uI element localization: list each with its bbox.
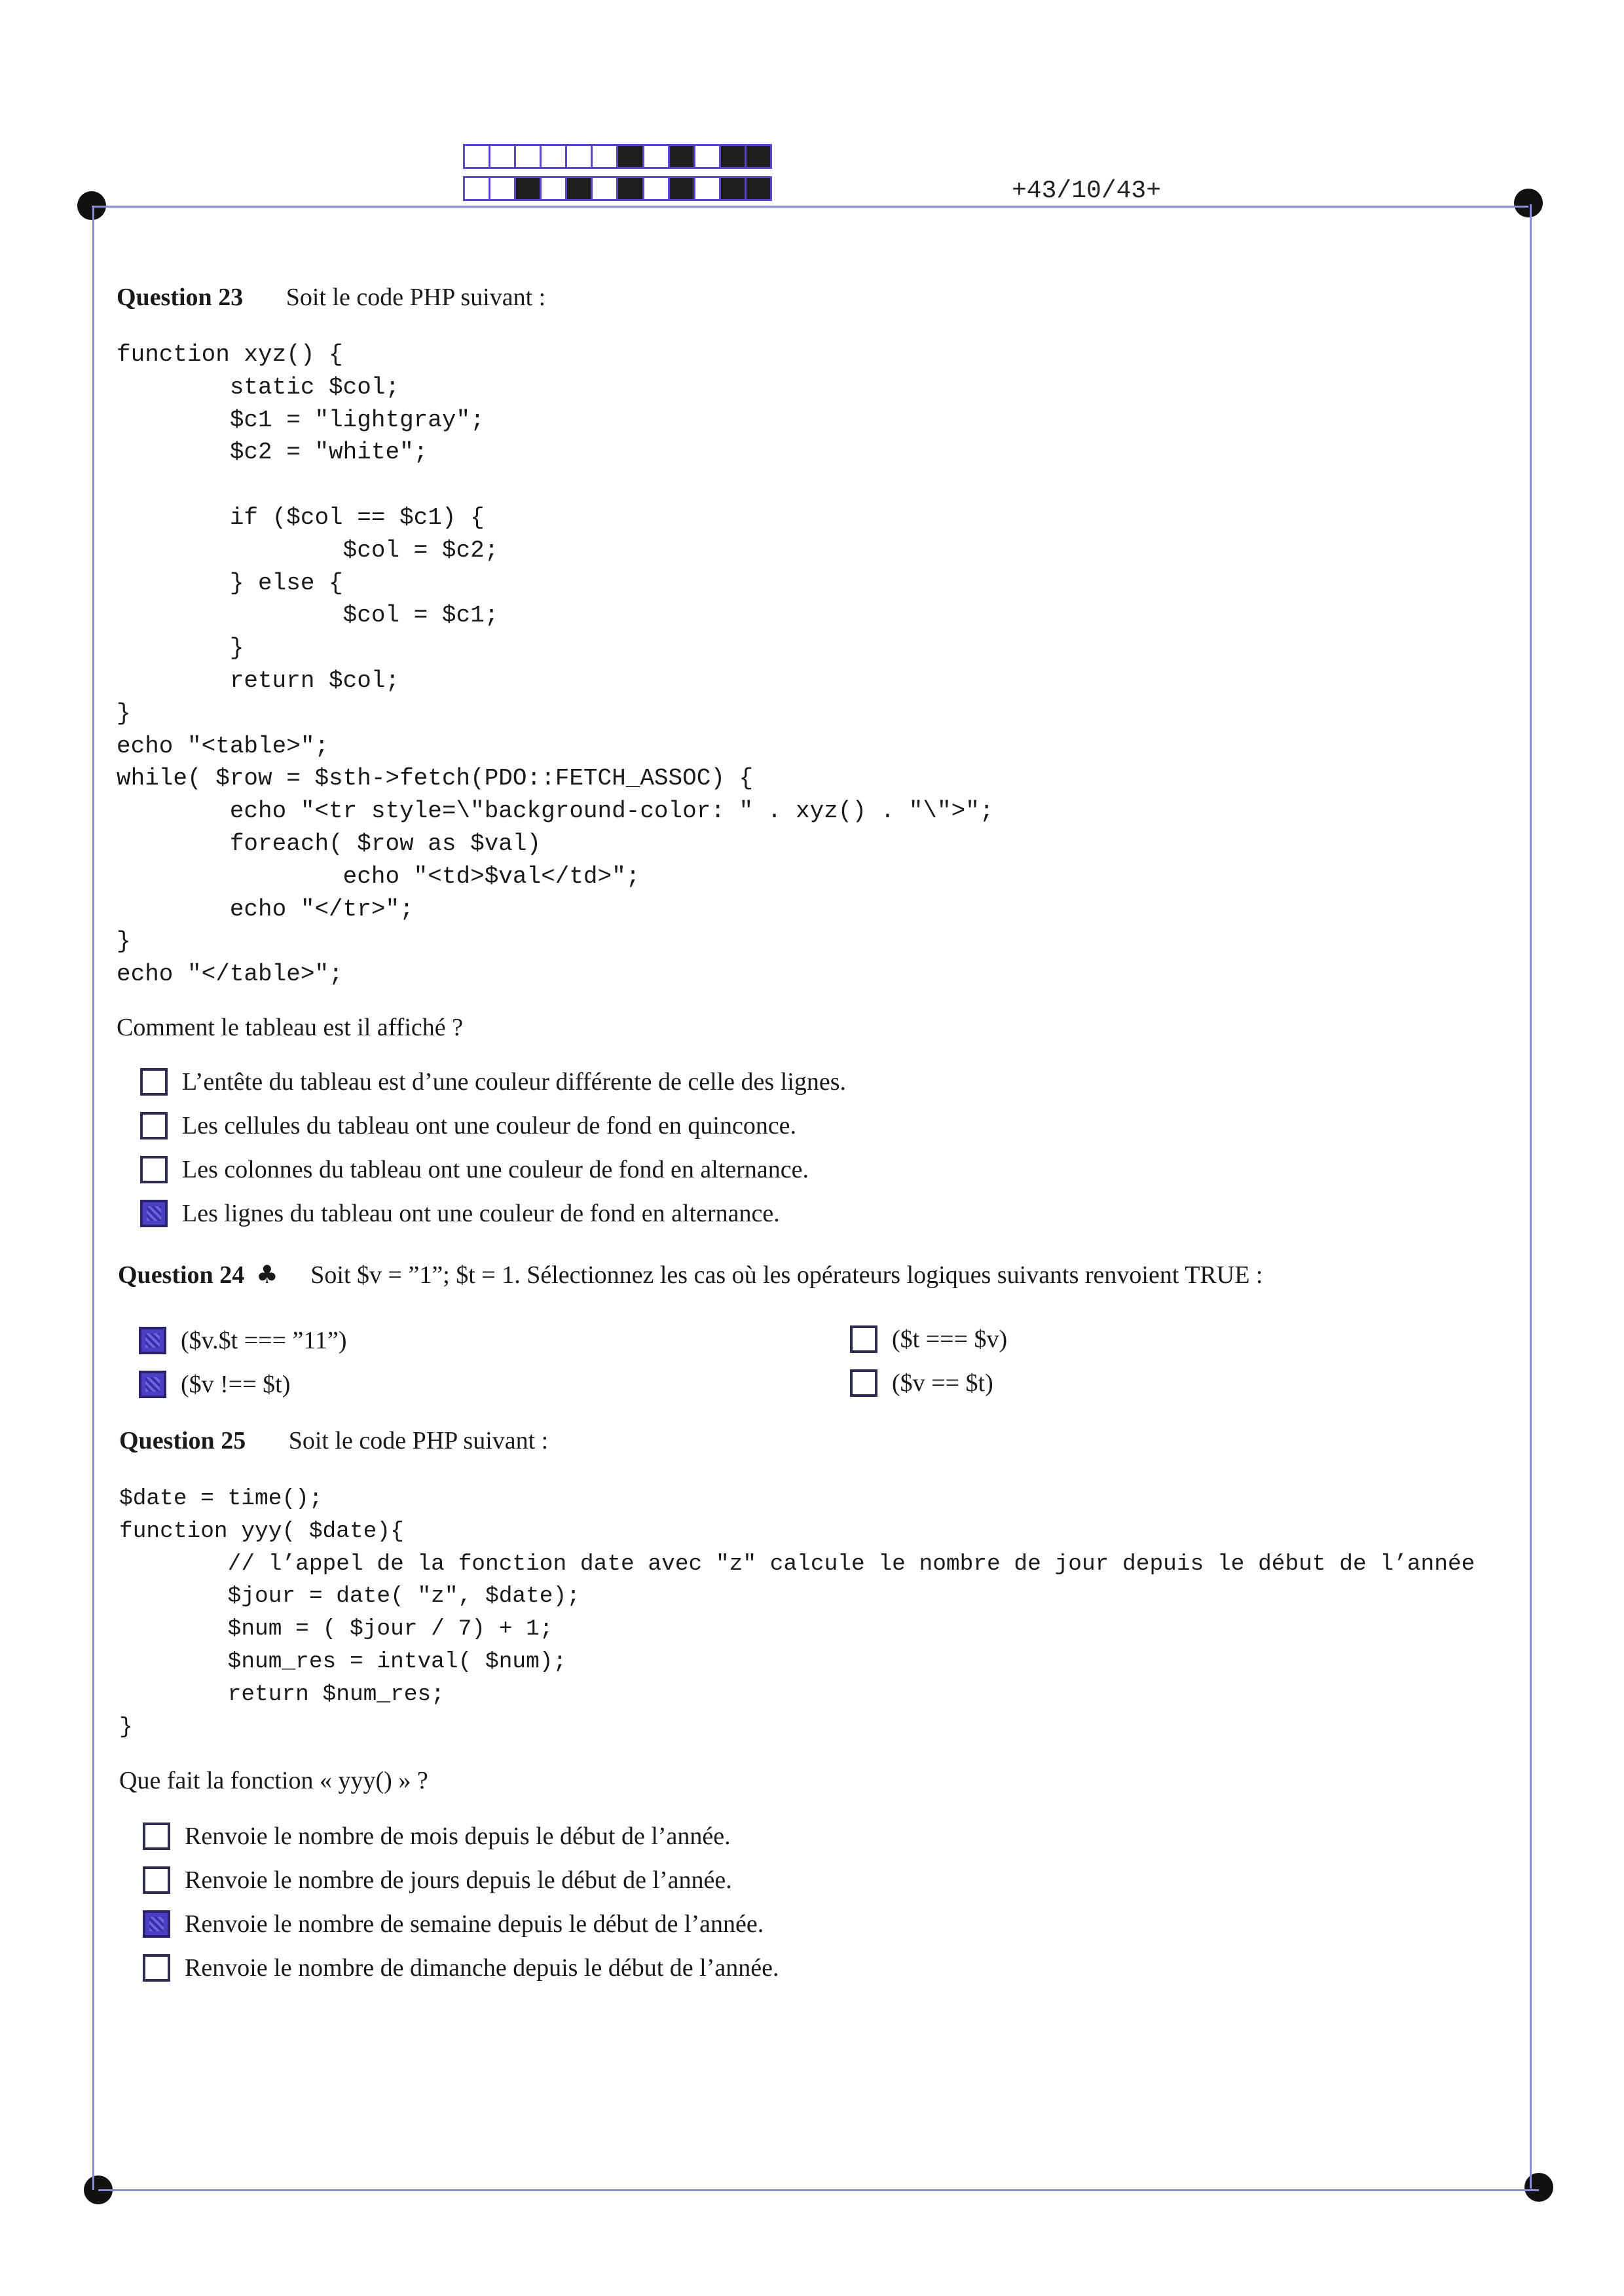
q25-header <box>119 1426 548 1455</box>
q23-option-3[interactable] <box>140 1155 809 1184</box>
q24-option-2[interactable] <box>139 1370 290 1399</box>
q23-header <box>117 283 545 312</box>
q25-option-1[interactable] <box>143 1822 731 1851</box>
frame-right <box>1530 204 1532 2189</box>
q23-option-1-checkbox[interactable] <box>140 1068 168 1096</box>
q24-option-4[interactable] <box>850 1369 993 1398</box>
q25-option-3[interactable] <box>143 1910 764 1938</box>
barcode-cell <box>721 178 747 199</box>
q24-option-4-label: ($v == $t) <box>892 1369 993 1397</box>
q25-option-1-checkbox[interactable] <box>143 1823 170 1850</box>
q23-option-3-label: Les colonnes du tableau ont une couleur de fond en alternance. <box>182 1156 809 1183</box>
barcode-cell <box>490 146 516 167</box>
q25-option-2[interactable] <box>143 1866 732 1895</box>
barcode-cell <box>516 178 542 199</box>
q24-option-3[interactable] <box>850 1325 1007 1354</box>
q25-code: $date = time(); function yyy( $date){ // l’appel de la fonction date avec "z" calcule le nombre de jour depuis le début de l’année $jour = date( "z", $date); $num = ( $jour / 7) + 1; $num_res = intval( $num); return $num_res; } <box>119 1486 1475 1740</box>
q24-option-2-checkbox[interactable] <box>139 1371 166 1398</box>
q25-option-2-label: Renvoie le nombre de jours depuis le début de l’année. <box>185 1866 732 1894</box>
q23-title: Question 23 <box>117 284 244 311</box>
q25-option-4[interactable] <box>143 1953 779 1982</box>
frame-top <box>92 206 1528 208</box>
barcode-cell <box>644 178 670 199</box>
barcode-cell <box>542 178 567 199</box>
q23-option-1-label: L’entête du tableau est d’une couleur différente de celle des lignes. <box>182 1068 846 1096</box>
barcode-cell <box>593 146 618 167</box>
q25-option-1-label: Renvoie le nombre de mois depuis le début de l’année. <box>185 1823 731 1850</box>
q25-title: Question 25 <box>119 1427 246 1454</box>
barcode-cell <box>721 146 747 167</box>
barcode-cell <box>490 178 516 199</box>
barcode-cell <box>747 178 770 199</box>
corner-mark-top-right <box>1514 189 1543 217</box>
barcode-cell <box>618 178 644 199</box>
barcode-cell <box>567 178 593 199</box>
q24-text: Soit $v = ”1”; $t = 1. Sélectionnez les cas où les opérateurs logiques suivants renvoient TRUE : <box>310 1261 1263 1289</box>
barcode-cell <box>670 146 695 167</box>
q25-intro: Soit le code PHP suivant : <box>288 1427 549 1454</box>
q23-option-4[interactable] <box>140 1199 780 1228</box>
barcode-row-2 <box>463 176 772 201</box>
q25-option-4-checkbox[interactable] <box>143 1954 170 1982</box>
barcode-row-1 <box>463 144 772 169</box>
barcode-cell <box>542 146 567 167</box>
q23-option-3-checkbox[interactable] <box>140 1156 168 1183</box>
barcode-cell <box>465 178 490 199</box>
q25-option-4-label: Renvoie le nombre de dimanche depuis le début de l’année. <box>185 1954 779 1982</box>
club-icon: ♣ <box>255 1260 278 1289</box>
q24-option-1[interactable] <box>139 1326 347 1355</box>
q23-intro: Soit le code PHP suivant : <box>286 284 546 311</box>
q24-option-3-checkbox[interactable] <box>850 1325 877 1353</box>
q23-option-1[interactable] <box>140 1067 846 1096</box>
barcode-cell <box>695 178 721 199</box>
q23-option-2-label: Les cellules du tableau ont une couleur de fond en quinconce. <box>182 1112 797 1139</box>
q24-option-2-label: ($v !== $t) <box>181 1371 291 1398</box>
q24-option-1-checkbox[interactable] <box>139 1327 166 1354</box>
frame-bottom <box>98 2189 1539 2191</box>
barcode-cell <box>644 146 670 167</box>
q23-option-2[interactable] <box>140 1111 796 1140</box>
q25-option-2-checkbox[interactable] <box>143 1866 170 1894</box>
barcode-cell <box>516 146 542 167</box>
q24-option-3-label: ($t === $v) <box>892 1325 1008 1353</box>
barcode-cell <box>695 146 721 167</box>
sheet-id: +43/10/43+ <box>1012 177 1162 205</box>
barcode-cell <box>747 146 770 167</box>
q25-option-3-checkbox[interactable] <box>143 1910 170 1938</box>
barcode-cell <box>593 178 618 199</box>
q23-option-4-checkbox[interactable] <box>140 1200 168 1227</box>
q23-code: function xyz() { static $col; $c1 = "lightgray"; $c2 = "white"; if ($col == $c1) { $col = $c2; } else { $col = $c1; } return $col; } echo "<table>"; while( $row = $sth->fetch(PDO::FETCH_ASSOC) { echo "<tr style=\"background-color: " . xyz() . "\">"; foreach( $row as $val) echo "<td>$val</td>"; echo "</tr>"; } echo "</table>"; <box>117 341 994 988</box>
q23-question: Comment le tableau est il affiché ? <box>117 1014 463 1041</box>
q24-header <box>118 1260 1263 1289</box>
frame-left <box>92 206 94 2190</box>
q24-option-1-label: ($v.$t === ”11”) <box>181 1327 347 1354</box>
q25-question: Que fait la fonction « yyy() » ? <box>119 1767 428 1794</box>
barcode-cell <box>670 178 695 199</box>
q24-title: Question 24 <box>118 1261 245 1289</box>
q23-option-2-checkbox[interactable] <box>140 1112 168 1139</box>
q24-option-4-checkbox[interactable] <box>850 1369 877 1397</box>
corner-mark-bottom-right <box>1524 2173 1553 2202</box>
barcode-cell <box>465 146 490 167</box>
q23-option-4-label: Les lignes du tableau ont une couleur de fond en alternance. <box>182 1200 780 1227</box>
barcode-cell <box>567 146 593 167</box>
q25-option-3-label: Renvoie le nombre de semaine depuis le début de l’année. <box>185 1910 764 1938</box>
barcode-cell <box>618 146 644 167</box>
